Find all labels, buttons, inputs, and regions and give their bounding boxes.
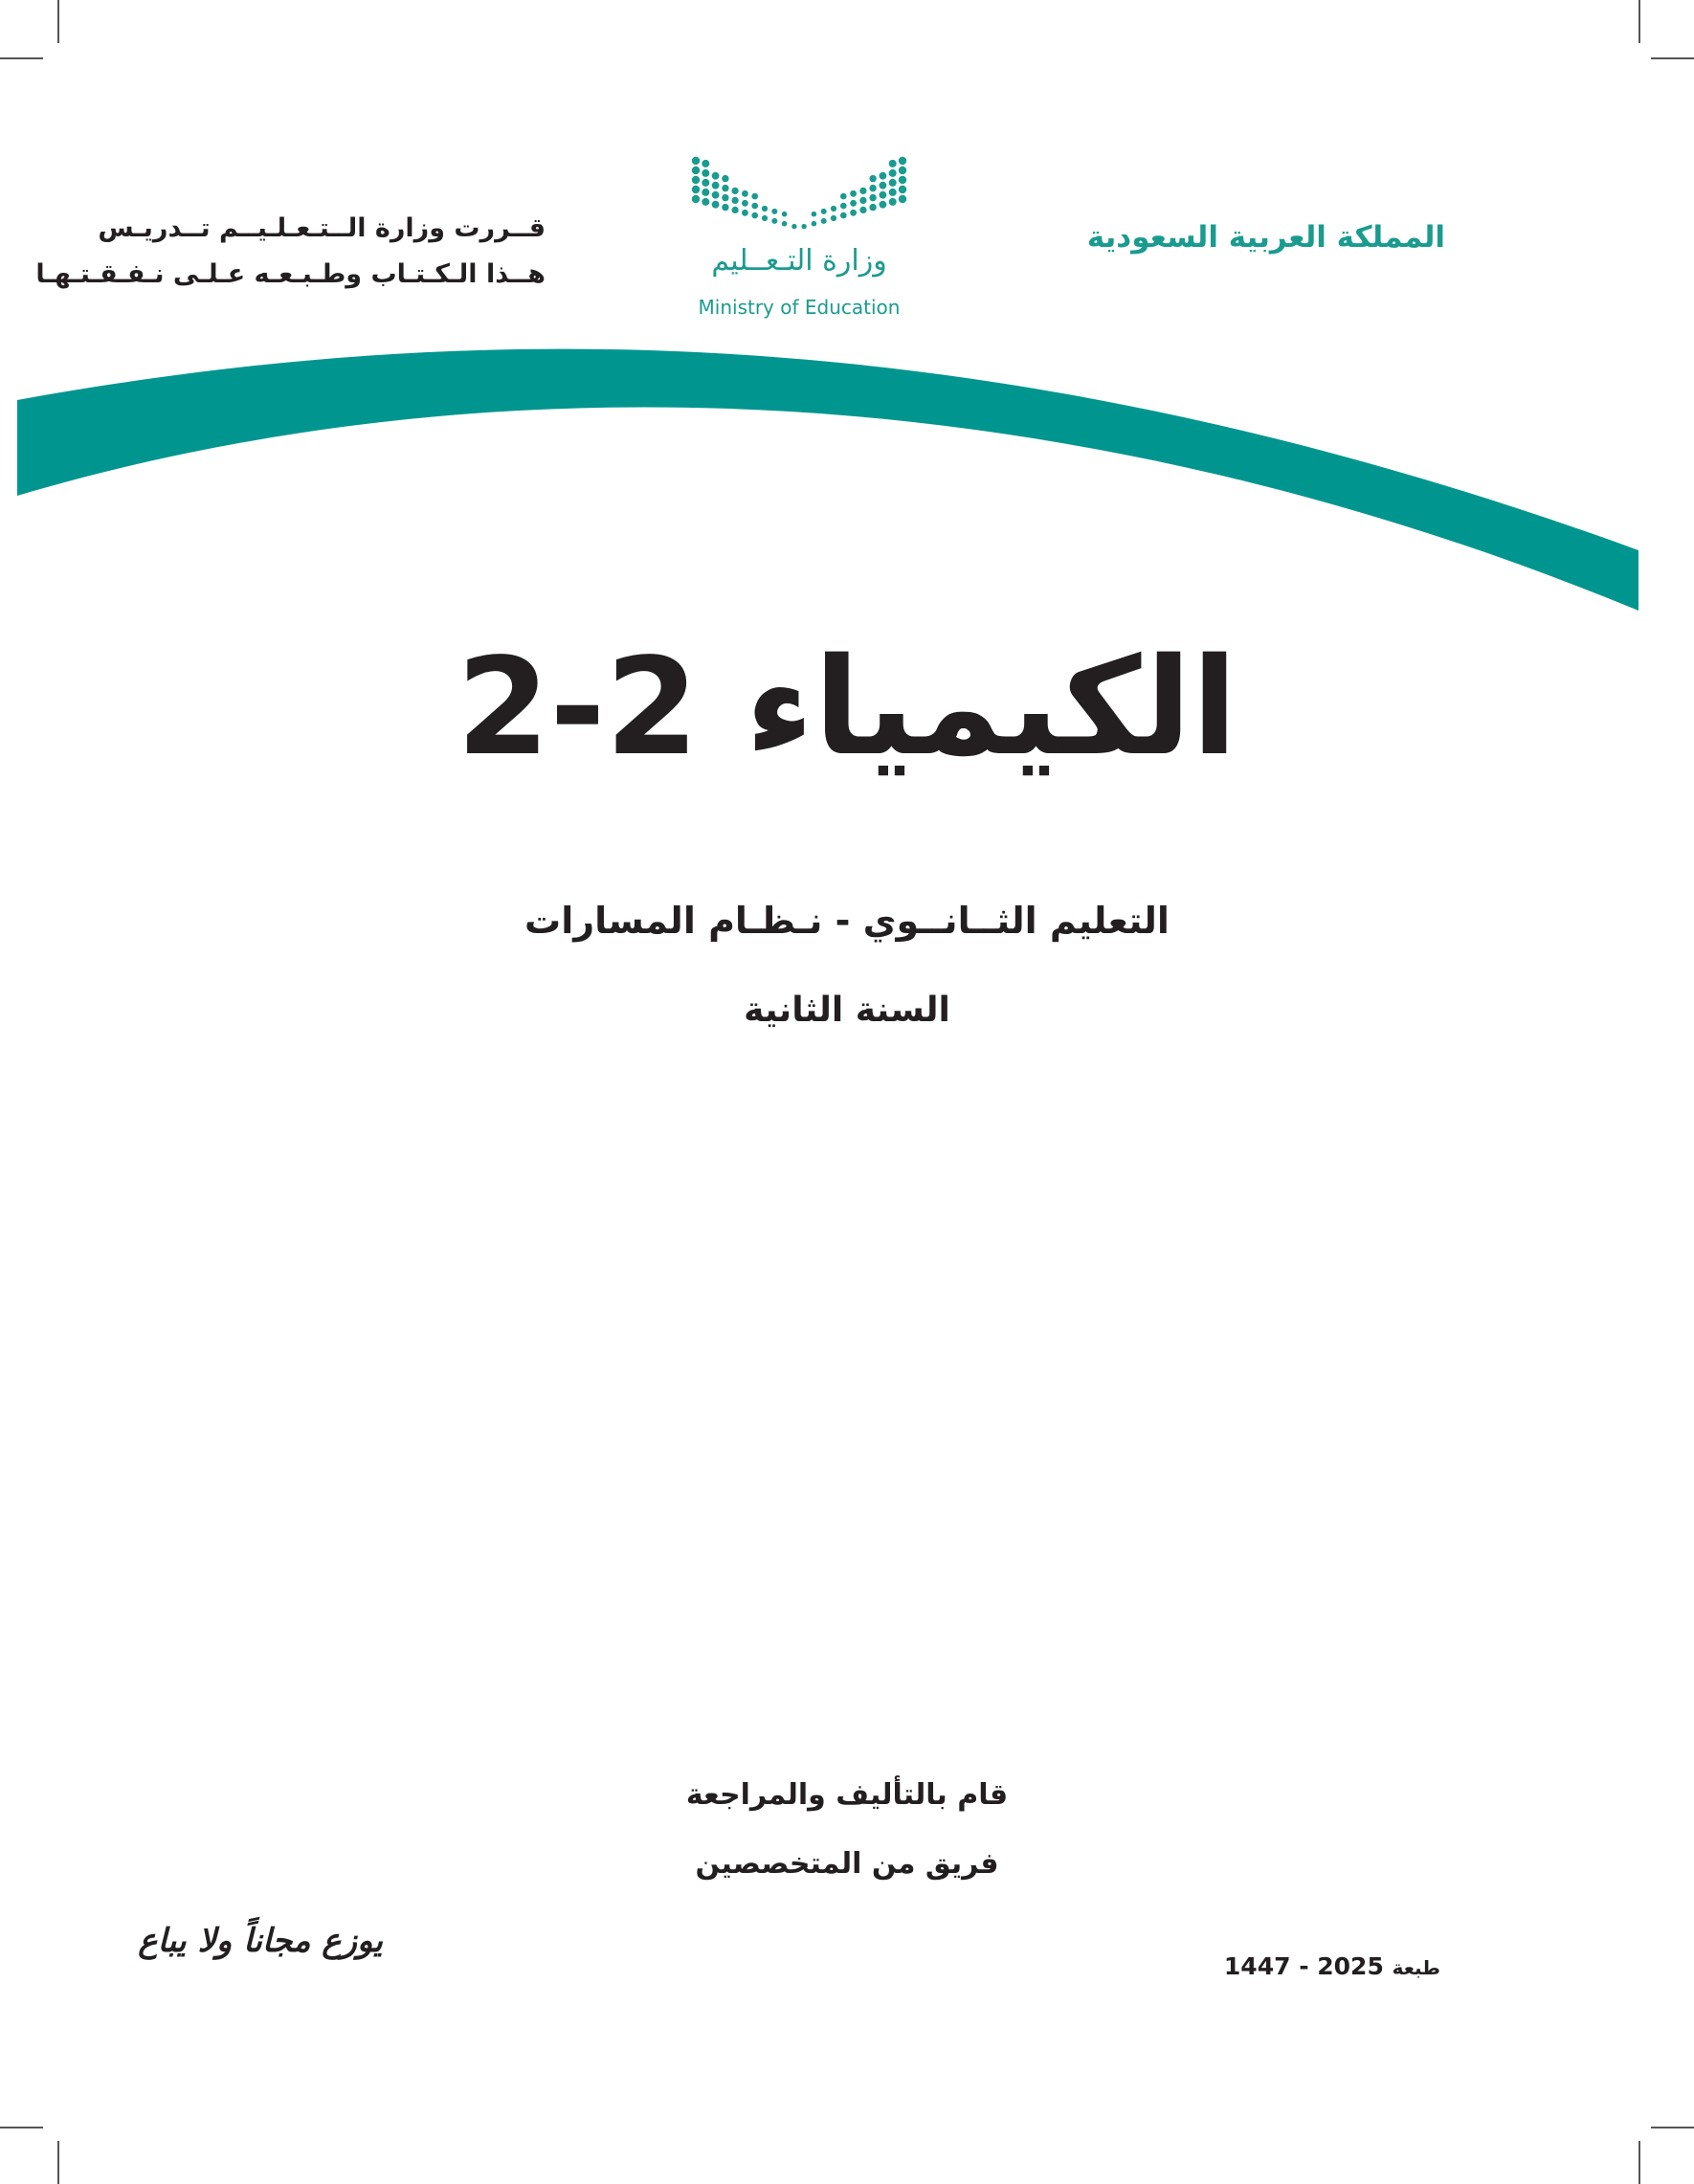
logo-dot [880, 201, 887, 209]
logo-dot [869, 204, 876, 211]
logo-dot [899, 176, 906, 184]
logo-dot [850, 200, 857, 207]
logo-dot [702, 179, 709, 187]
logo-dot [821, 218, 827, 224]
logo-dot [712, 182, 720, 189]
logo-dot [692, 195, 700, 203]
logo-dot [880, 182, 887, 189]
credits-line-2: فريق من المتخصصين [695, 1847, 999, 1881]
logo-dot [899, 157, 906, 165]
logo-dot [840, 212, 847, 219]
logo-dot [880, 172, 887, 180]
logo-dot [771, 218, 777, 224]
logo-dot [831, 215, 836, 221]
logo-dot [782, 212, 788, 217]
logo-dot [722, 204, 728, 211]
logo-dot [889, 169, 897, 177]
logo-dot [742, 200, 748, 207]
logo-dot [732, 197, 739, 204]
logo-dot [889, 179, 897, 187]
logo-dot [712, 172, 720, 180]
logo-dot [880, 191, 887, 199]
logo-dot [692, 176, 700, 184]
approval-line-1: قــررت وزارة الــتـعـلـيــم تــدريـس [98, 213, 546, 243]
logo-dot [889, 198, 897, 206]
logo-dot [712, 201, 720, 209]
book-subtitle: التعليم الثــانــوي - نـظـام المسارات [524, 900, 1170, 942]
crop-mark [0, 57, 43, 59]
crop-mark [1638, 0, 1640, 43]
logo-dot [702, 189, 709, 196]
edition-info [1053, 1952, 1440, 1980]
logo-dot [702, 169, 709, 177]
logo-dot [702, 198, 709, 206]
logo-dot [702, 160, 709, 167]
logo-dot [889, 189, 897, 196]
logo-dot [899, 167, 906, 174]
logo-dot [859, 197, 866, 204]
logo-dot [762, 215, 768, 221]
logo-dot [771, 209, 777, 214]
logo-dot [751, 203, 758, 210]
logo-dot [821, 209, 827, 214]
credits [560, 1761, 1134, 1899]
credits-line-1: قام بالتأليف والمراجعة [685, 1778, 1009, 1812]
book-title: الكيمياء 2-2 [457, 630, 1237, 786]
logo-dot [732, 188, 739, 194]
ministry-logo-english: Ministry of Education [698, 296, 901, 319]
logo-dot [850, 210, 857, 216]
logo-dot [812, 221, 817, 227]
logo-dot [859, 207, 866, 213]
crop-mark [57, 2141, 59, 2184]
logo-dot [692, 167, 700, 174]
edition-label: طبعة [1392, 1956, 1440, 1979]
crop-mark [0, 2127, 43, 2128]
logo-dot [722, 175, 728, 182]
logo-dot [712, 191, 720, 199]
logo-dot [899, 195, 906, 203]
logo-dot [840, 203, 847, 210]
logo-dot [889, 160, 897, 167]
logo-dot [850, 190, 857, 197]
logo-dot [751, 212, 758, 219]
logo-dot [722, 185, 728, 191]
crop-mark [1651, 57, 1694, 59]
logo-dot [751, 193, 758, 200]
kingdom-name: المملكة العربية السعودية [1086, 220, 1445, 255]
logo-dot [869, 194, 876, 201]
crop-mark [57, 0, 59, 43]
book-year: السنة الثانية [744, 991, 950, 1030]
logo-dot [831, 206, 836, 212]
logo-dot [840, 193, 847, 200]
free-distribution-stamp: يوزع مجاناً ولا يباع [138, 1922, 383, 1960]
teal-swoosh-band [0, 316, 1694, 622]
logo-dot [742, 210, 748, 216]
logo-dot [692, 157, 700, 165]
logo-dot [692, 186, 700, 193]
logo-dot [801, 224, 806, 229]
logo-dot [899, 186, 906, 193]
logo-dot [869, 185, 876, 191]
logo-dot [859, 188, 866, 194]
approval-line-2: هــذا الـكـتـاب وطـبـعـه عـلـى نـفـقـتـهـا [35, 259, 546, 289]
logo-dot [791, 224, 796, 229]
approval-statement [35, 206, 546, 298]
crop-mark [1651, 2127, 1694, 2128]
logo-dot [782, 221, 788, 227]
logo-dot [742, 190, 748, 197]
crop-mark [1638, 2141, 1640, 2184]
logo-dot [762, 206, 768, 212]
logo-dot [732, 207, 739, 213]
logo-dot [869, 175, 876, 182]
logo-dot [722, 194, 728, 201]
logo-dot [812, 212, 817, 217]
edition-years: 1447 - 2025 [1223, 1952, 1384, 1980]
ministry-logo-arabic: وزارة التـعــليم [711, 244, 887, 278]
